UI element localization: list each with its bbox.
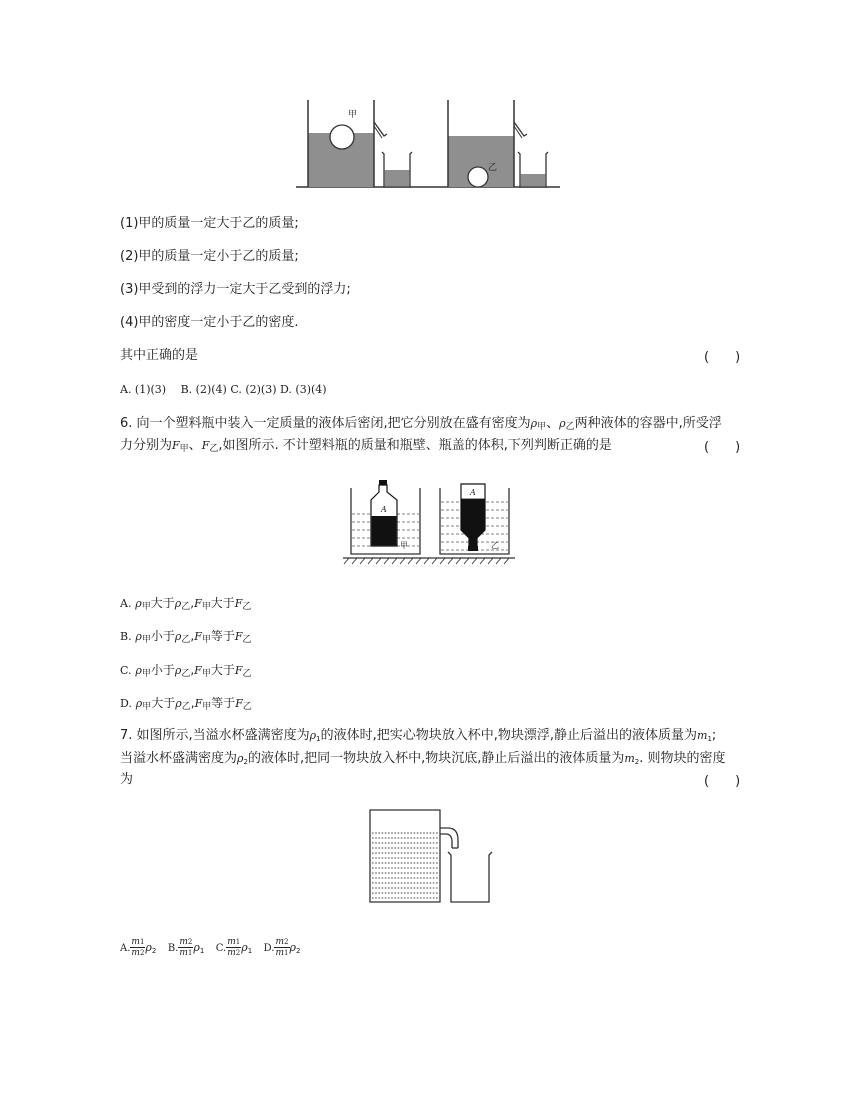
q6-option-d[interactable]: D. $\rho_甲$大于$\rho_乙,F_甲$等于$F_乙$ — [120, 696, 252, 712]
fig1-label-jia: 甲 — [348, 110, 358, 120]
q7-option-c[interactable]: C. $\frac{m1}{m2}$ $\rho_1$ — [215, 937, 253, 958]
q5-statement-1: (1)甲的质量一定大于乙的质量; — [120, 216, 299, 231]
q7-options[interactable] — [120, 937, 300, 958]
q7-answer-paren: ( ) — [704, 774, 741, 789]
q7-line-2: 当溢水杯盛满密度为$\rho_2$的液体时,把同一物块放入杯中,物块沉底,静止后溢出的液体质量为$m_2$. 则物块的密度 — [120, 751, 726, 766]
q5-answer-paren: ( ) — [704, 350, 741, 365]
fig2-label-yi: 乙 — [491, 541, 499, 550]
q6-answer-paren: ( ) — [704, 440, 741, 455]
q5-options[interactable]: A. (1)(3) B. (2)(4) C. (2)(3) D. (3)(4) — [120, 383, 327, 396]
figure-containers-jia-yi — [292, 92, 592, 202]
q5-statement-4: (4)甲的密度一定小于乙的密度. — [120, 315, 299, 330]
q7-line-3: 为 — [120, 772, 134, 787]
q7-option-a[interactable]: A. $\frac{m1}{m2}$ $\rho_2$ — [120, 937, 157, 958]
fig1-label-yi: 乙 — [488, 163, 498, 173]
q5-stem: 其中正确的是 — [120, 348, 199, 363]
q6-option-b[interactable]: B. $\rho_甲$小于$\rho_乙,F_甲$等于$F_乙$ — [120, 629, 252, 645]
q7-option-d[interactable]: D. $\frac{m2}{m1}$ $\rho_2$ — [263, 937, 301, 958]
fig2-label-a-right: A — [470, 488, 476, 497]
q6-option-c[interactable]: C. $\rho_甲$小于$\rho_乙,F_甲$大于$F_乙$ — [120, 663, 252, 679]
q6-option-a[interactable]: A. $\rho_甲$大于$\rho_乙,F_甲$大于$F_乙$ — [120, 596, 252, 612]
q5-statement-3: (3)甲受到的浮力一定大于乙受到的浮力; — [120, 282, 351, 297]
q6-line-1: 6. 向一个塑料瓶中装入一定质量的液体后密闭,把它分别放在盛有密度为$\rho_甲$、$\rho_乙$两种液体的容器中,所受浮 — [120, 416, 722, 432]
q5-statement-2: (2)甲的质量一定小于乙的质量; — [120, 249, 299, 264]
figure-bottles — [343, 478, 523, 568]
fig2-label-jia: 甲 — [400, 541, 408, 550]
q6-line-2: 力分别为$F_甲$、$F_乙$,如图所示. 不计塑料瓶的质量和瓶壁、瓶盖的体积,下列判断正确的是 — [120, 438, 612, 454]
fig2-label-a-left: A — [381, 505, 387, 514]
q7-line-1: 7. 如图所示,当溢水杯盛满密度为$\rho_1$的液体时,把实心物块放入杯中,物块漂浮,静止后溢出的液体质量为$m_1$; — [120, 728, 717, 743]
q7-option-b[interactable]: B. $\frac{m2}{m1}$ $\rho_1$ — [167, 937, 205, 958]
figure-overflow-cup — [362, 800, 502, 910]
